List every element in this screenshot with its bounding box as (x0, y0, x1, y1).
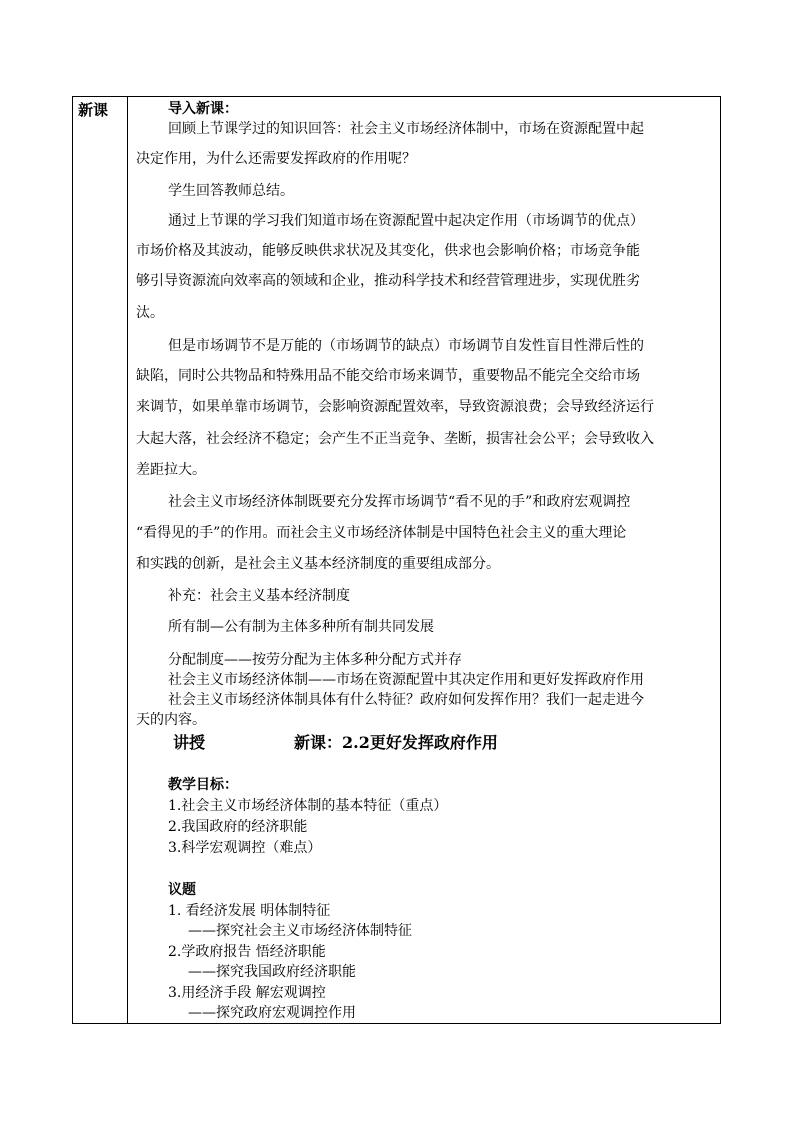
p4-line: 差距拉大。 (136, 462, 206, 478)
goal-item: 1.社会主义市场经济体制的基本特征（重点） (168, 798, 448, 814)
ownership-line: 所有制—公有制为主体多种所有制共同发展 (168, 619, 434, 635)
p4-line: 缺陷，同时公共物品和特殊用品不能交给市场来调节，重要物品不能完全交给市场 (136, 368, 640, 384)
topic-title: 2.学政府报告 悟经济职能 (168, 944, 326, 960)
p1-line: 决定作用，为什么还需要发挥政府的作用呢？ (136, 151, 416, 167)
lecture-title: 新课：2.2更好发挥政府作用 (294, 733, 498, 752)
p3-line: 够引导资源流向效率高的领域和企业，推动科学技术和经营管理进步，实现优胜劣 (136, 273, 640, 289)
p3-line: 通过上节课的学习我们知道市场在资源配置中起决定作用（市场调节的优点） (168, 213, 644, 229)
market-system-line: 社会主义市场经济体制——市场在资源配置中其决定作用和更好发挥政府作用 (168, 672, 644, 688)
p4-line: 但是市场调节不是万能的（市场调节的缺点）市场调节自发性盲目性滞后性的 (168, 338, 644, 354)
p5-line: “看得见的手”的作用。而社会主义市场经济体制是中国特色社会主义的重大理论 (136, 525, 627, 541)
p1-line: 回顾上节课学过的知识回答：社会主义市场经济体制中，市场在资源配置中起 (168, 121, 644, 137)
topic-sub: ——探究社会主义市场经济体制特征 (188, 923, 412, 939)
p5-line: 社会主义市场经济体制既要充分发挥市场调节“看不见的手”和政府宏观调控 (168, 494, 631, 510)
supplement-line: 补充：社会主义基本经济制度 (168, 588, 350, 604)
topic-sub: ——探究政府宏观调控作用 (188, 1005, 356, 1021)
p2-line: 学生回答教师总结。 (168, 183, 294, 199)
topic-title: 3.用经济手段 解宏观调控 (168, 985, 326, 1001)
topic-sub: ——探究我国政府经济职能 (188, 964, 356, 980)
p5-line: 和实践的创新，是社会主义基本经济制度的重要组成部分。 (136, 556, 500, 572)
lecture-label: 讲授 (173, 733, 206, 752)
topic-title: 1. 看经济发展 明体制特征 (168, 903, 331, 919)
p4-line: 来调节，如果单靠市场调节，会影响资源配置效率，导致资源浪费；会导致经济运行 (136, 399, 654, 415)
p4-line: 大起大落，社会经济不稳定；会产生不正当竞争、垄断，损害社会公平；会导致收入 (136, 431, 654, 447)
goals-heading: 教学目标： (168, 777, 238, 793)
cell-label: 新课 (78, 101, 109, 119)
intro-heading: 导入新课： (168, 101, 238, 117)
p3-line: 市场价格及其波动，能够反映供求状况及其变化，供求也会影响价格；市场竞争能 (136, 243, 640, 259)
goal-item: 2.我国政府的经济职能 (168, 819, 308, 835)
goal-item: 3.科学宏观调控（难点） (168, 840, 322, 856)
distribution-line: 分配制度——按劳分配为主体多种分配方式并存 (168, 652, 462, 668)
p3-line: 汰。 (136, 305, 164, 321)
column-divider (127, 96, 128, 1024)
question-line: 社会主义市场经济体制具体有什么特征？政府如何发挥作用？我们一起走进今 (168, 692, 644, 708)
question-line: 天的内容。 (136, 712, 206, 728)
topics-heading: 议题 (168, 882, 196, 898)
